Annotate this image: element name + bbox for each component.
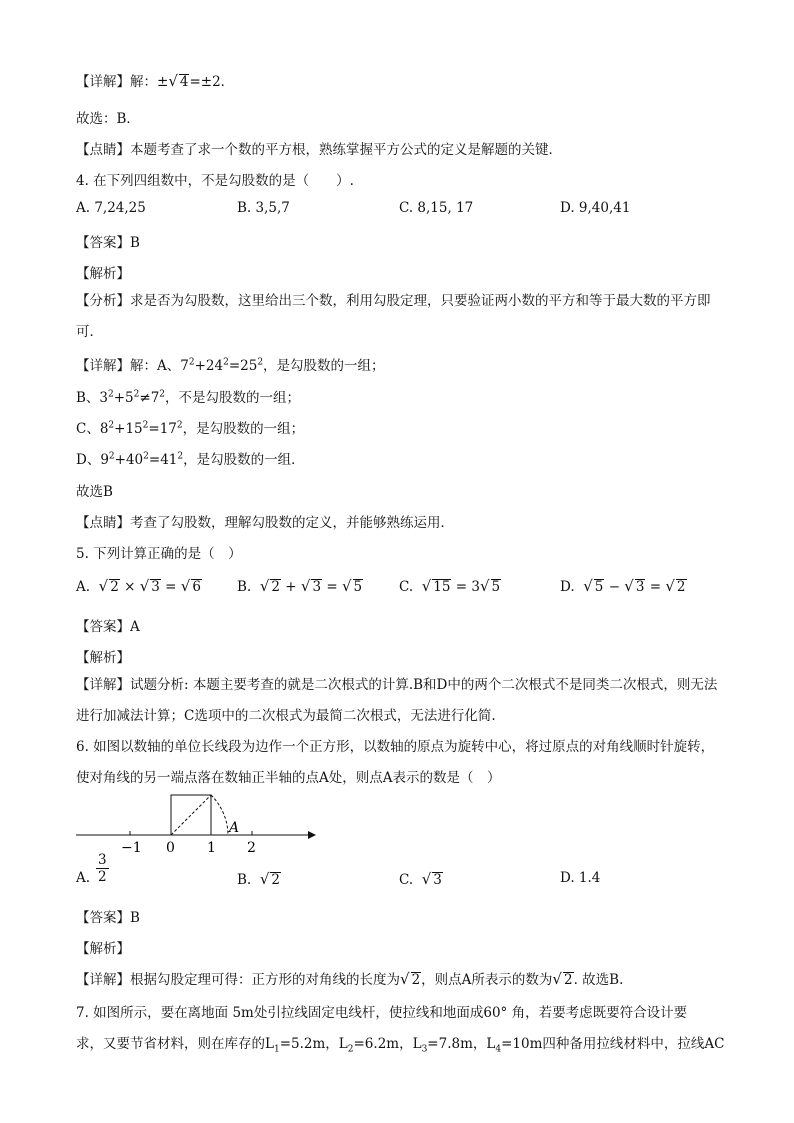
detail-line-q4-d: D、$9^2+40^2=41^2$，是勾股数的一组．: [76, 451, 305, 468]
option-c: C. 8,15, 17: [399, 200, 474, 216]
choice-line-q4: 故选B: [76, 484, 113, 500]
remark-line-q4: 【点睛】考查了勾股数，理解勾股数的定义，并能够熟练运用．: [76, 515, 454, 531]
question-4-options: [76, 200, 720, 226]
analysis-paragraph-q4: 【分析】求是否为勾股数，这里给出三个数，利用勾股定理，只要验证两小数的平方和等于最大数的平方即可．: [76, 293, 711, 340]
option-d: D. 1.4: [560, 870, 601, 886]
tick-label-2: 2: [247, 840, 256, 856]
answer-line-q6: 【答案】B: [76, 910, 140, 926]
question-6-stem: 6. 如图以数轴的单位长线段为边作一个正方形，以数轴的原点为旋转中心，将过原点的对角线顺时针旋转，使对角线的另一端点落在数轴正半轴的点A处，则点A表示的数是（ ）: [76, 739, 715, 786]
sqrt-symbol: √: [168, 72, 178, 90]
tag-remark: 【点睛】: [76, 142, 130, 158]
answer-line-q4: 【答案】B: [76, 235, 140, 251]
remark-line-q3: 【点睛】本题考查了求一个数的平方根，熟练掌握平方公式的定义是解题的关键．: [76, 142, 562, 158]
option-d: D. 9,40,41: [560, 200, 631, 216]
square-diagonal: [171, 795, 211, 835]
option-c: C. √ 15 = 3√ 5: [399, 577, 501, 595]
question-4-stem: 4. 在下列四组数中，不是勾股数的是（ ）.: [76, 173, 354, 189]
question-7-line-2: 求，又要节省材料，则在库存的$L_1=5.2m$，$L_2=6.2m$，$L_3=7.8m$，$L_4=10m$四种备用拉线材料中，拉线AC: [76, 1036, 725, 1055]
option-c: C. √ 3: [399, 870, 442, 888]
option-b: B. 3,5,7: [237, 200, 290, 216]
analysis-heading-q4: 【解析】: [76, 266, 130, 282]
rotation-arc: [211, 795, 228, 835]
option-d: D. √ 5 − √ 3 = √ 2: [560, 577, 686, 595]
question-5-options: [76, 577, 720, 603]
question-5-stem: 5. 下列计算正确的是（ ）: [76, 546, 242, 562]
question-6-options: [76, 852, 720, 900]
answer-line-q5: 【答案】A: [76, 619, 140, 635]
option-b: B. √ 2: [237, 870, 280, 888]
detail-line-q4-a: 【详解】解：A、$7^2+24^2=25^2$，是勾股数的一组；: [76, 357, 385, 374]
question-7-line-1: 7. 如图所示，要在离地面 5m处引拉线固定电线杆，使拉线和地面成60° 角，若要考虑既要符合设计要: [76, 1005, 688, 1021]
option-a: A. $\frac{3}{2}$: [76, 852, 107, 886]
tick-label-neg1: −1: [121, 840, 142, 856]
axis-arrow: [308, 831, 316, 839]
number-line-figure: [76, 790, 326, 860]
detail-line-q4-b: B、$3^2+5^2\ne 7^2$，不是勾股数的一组；: [76, 389, 301, 406]
detail-line-q3: 【详解】解：±√ 4=±2．: [76, 72, 235, 90]
tag-detail: 【详解】: [76, 74, 130, 90]
unit-square: [171, 795, 211, 835]
point-a-label: A: [229, 820, 240, 836]
option-a: A. 7,24,25: [76, 200, 146, 216]
choice-line-q3: 故选：B．: [76, 111, 140, 127]
tick-label-0: 0: [166, 840, 175, 856]
detail-paragraph-q5: 【详解】试题分析: 本题主要考查的就是二次根式的计算.B和D中的两个二次根式不是同类二次根式，则无法进行加减法计算；C选项中的二次根式为最简二次根式，无法进行化简.: [76, 677, 718, 724]
detail-line-q4-c: C、$8^2+15^2=17^2$，是勾股数的一组；: [76, 420, 305, 437]
tick-label-1: 1: [207, 840, 216, 856]
detail-line-q6: 【详解】根据勾股定理可得：正方形的对角线的长度为√ 2，则点A所表示的数为√ 2. 故选B.: [76, 970, 624, 988]
analysis-heading-q5: 【解析】: [76, 650, 130, 666]
option-a: A. √ 2 × √ 3 = √ 6: [76, 577, 201, 595]
option-b: B. √ 2 + √ 3 = √ 5: [237, 577, 363, 595]
analysis-heading-q6: 【解析】: [76, 941, 130, 957]
